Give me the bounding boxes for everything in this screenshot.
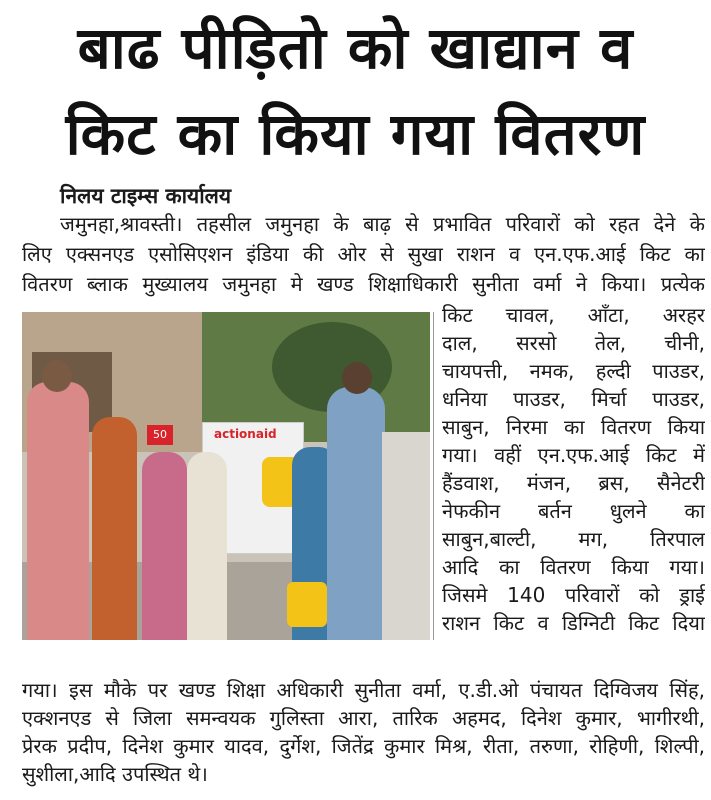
column-line: चायपत्ती, नमक, हल्दी पाउडर, [442,359,705,383]
intro-line: वितरण ब्लाक मुख्यालय जमुनहा मे खण्ड शिक्षाधिकारी सुनीता वर्मा ने किया। प्रत्येक [22,272,705,296]
column-line: हैंडवाश, मंजन, ब्रस, सैनेटरी [442,471,705,495]
closing-line: सुशीला,आदि उपस्थित थे। [22,762,208,786]
column-line: दाल, सरसो तेल, चीनी, [442,331,705,355]
column-line: राशन किट व डिग्निटी किट दिया [442,611,705,635]
banner-text: actionaid [214,427,277,441]
closing-line: प्रेरक प्रदीप, दिनेश कुमार यादव, दुर्गेश, जितेंद्र कुमार मिश्र, रीता, तरुणा, रोहिणी, शिल्पी, [22,734,705,758]
news-photo [22,312,430,640]
headline-line-1: बाढ पीड़ितो को खाद्यान व [77,14,634,82]
column-line: गया। वहीं एन.एफ.आई किट में [442,443,705,467]
headline-line-2: किट का किया गया वितरण [65,100,646,168]
intro-line: जमुनहा,श्रावस्ती। तहसील जमुनहा के बाढ़ से प्रभावित परिवारों को रहत देने के [60,212,705,236]
column-line: आदि का वितरण किया गया। [442,555,705,579]
closing-line: गया। इस मौके पर खण्ड शिक्षा अधिकारी सुनीता वर्मा, ए.डी.ओ पंचायत दिग्विजय सिंह, [22,678,705,702]
column-line: साबुन, निरमा का वितरण किया [442,415,705,439]
column-line: किट चावल, आँटा, अरहर [442,303,705,327]
column-line: धनिया पाउडर, मिर्चा पाउडर, [442,387,705,411]
byline: निलय टाइम्स कार्यालय [60,184,232,208]
column-divider [433,312,434,640]
intro-line: लिए एक्सनएड एसोसिएशन इंडिया की ओर से सुखा राशन व एन.एफ.आई किट का [22,242,705,266]
column-line: जिसमे 140 परिवारों को ड्राई [442,583,705,607]
closing-line: एक्शनएड से जिला समन्वयक गुलिस्ता आरा, तारिक अहमद, दिनेश कुमार, भागीरथी, [22,706,705,730]
column-line: नेफकीन बर्तन धुलने का [442,499,705,523]
badge-text: 50 [147,425,173,445]
column-line: साबुन,बाल्टी, मग, तिरपाल [442,527,705,551]
